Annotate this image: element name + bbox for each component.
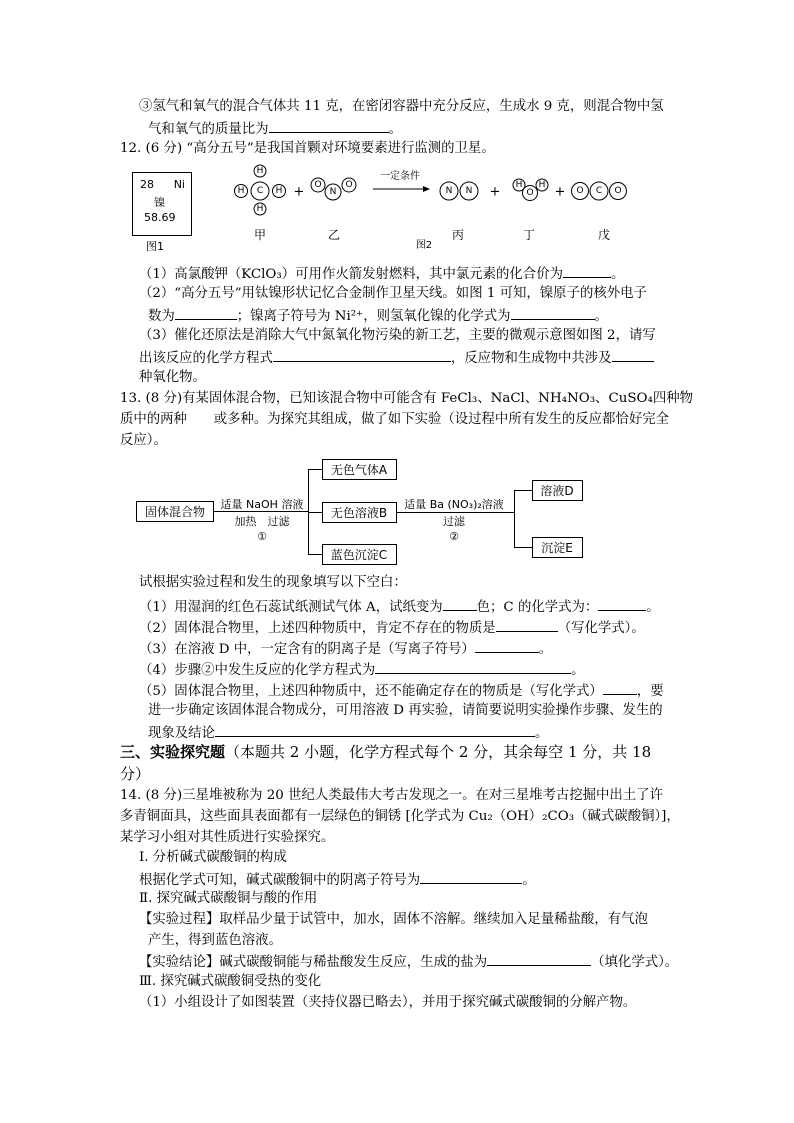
o-label: O [526, 188, 534, 198]
q13-part5-line1: （5）固体混合物里，上述四种物质中，还不能确定存在的物质是（写化学式） ，要 [139, 680, 664, 702]
reaction-condition: 一定条件 [380, 171, 420, 182]
label-bing: 丙 [451, 228, 465, 242]
h-label: H [256, 204, 264, 214]
q13-part5-line3: 现象及结论 。 [148, 722, 548, 744]
q13-stem-line2: 质中的两种 或多种。为探究其组成，做了如下实验（设过程中所有发生的反应都恰好完全 [120, 412, 670, 427]
fig1-caption: 图1 [146, 240, 164, 253]
h-label: H [237, 186, 245, 196]
q12-part2-line1: （2）“高分五号”用钛镍形状记忆合金制作卫星天线。如图 1 可知，镍原子的核外电子 [139, 286, 647, 301]
q14-stem-line3: 某学习小组对其性质进行实验探究。 [120, 830, 335, 845]
solid-mixture-label: 固体混合物 [144, 505, 206, 519]
q14-stem-line2: 多青铜面具，这些面具表面都有一层绿色的铜锈 [化学式为 Cu₂（OH）₂CO₃（碱式碳酸铜）]， [120, 809, 680, 824]
o-label: O [314, 180, 322, 190]
condition-1: 加热 过滤 [234, 515, 290, 528]
answer-blank[interactable] [443, 596, 477, 611]
h-label: H [538, 180, 546, 190]
element-name: 镍 [154, 196, 165, 209]
n-label: N [329, 187, 337, 197]
answer-blank[interactable] [269, 118, 389, 133]
answer-blank[interactable] [215, 722, 535, 737]
reagent-2: 适量 Ba (NO₃)₂溶液 [404, 498, 504, 511]
flow-diagram [136, 458, 596, 568]
c-label: C [595, 186, 603, 196]
q13-part2: （2）固体混合物里，上述四种物质中，肯定不存在的物质是 （写化学式）。 [139, 617, 645, 639]
q13-part1: （1）用湿润的红色石蕊试纸测试气体 A，试纸变为 色；C 的化学式为： 。 [139, 596, 660, 618]
answer-blank[interactable] [175, 305, 237, 320]
q14-section-1: Ⅰ. 分析碱式碳酸铜的构成 [139, 850, 287, 865]
o-label: O [576, 186, 584, 196]
element-symbol: Ni [173, 178, 185, 191]
q12-part3-line1: （3）催化还原法是消除大气中氮氧化物污染的新工艺，主要的微观示意图如图 2，请写 [139, 328, 656, 343]
answer-blank[interactable] [273, 347, 451, 362]
section-3-title: 三、实验探究题 [120, 743, 226, 761]
answer-blank[interactable] [603, 680, 637, 695]
reaction-diagram [228, 160, 638, 252]
q14-process-line1: 【实验过程】取样品少量于试管中，加水，固体不溶解。继续加入足量稀盐酸，有气泡 [139, 912, 648, 927]
answer-blank[interactable] [598, 596, 646, 611]
answer-blank[interactable] [420, 869, 522, 884]
precipitate-c-label: 蓝色沉淀C [330, 548, 388, 562]
atomic-number: 28 [140, 178, 154, 191]
answer-blank[interactable] [487, 951, 591, 966]
c-label: C [256, 186, 264, 196]
section-3-note-cont: 分） [120, 765, 151, 783]
q12-part2-line2: 数为 ；镍离子符号为 Ni²⁺，则氢氧化镍的化学式为 。 [148, 305, 608, 327]
q13-part5-line2: 进一步确定该固体混合物成分，可用溶液 D 再实验，请简要说明实验操作步骤、发生的 [148, 703, 663, 718]
q13-part4: （4）步骤②中发生反应的化学方程式为 。 [139, 659, 585, 681]
solution-b-label: 无色溶液B [330, 506, 388, 520]
q12-part3-line2: 出该反应的化学方程式 ，反应物和生成物中共涉及 [139, 347, 654, 369]
n-label: N [445, 186, 453, 196]
answer-blank[interactable] [375, 659, 571, 674]
q11-3-line1: ③氢气和氧气的混合气体共 11 克，在密闭容器中充分反应，生成水 9 克，则混合物中氢 [139, 99, 664, 114]
answer-blank[interactable] [612, 347, 654, 362]
q14-section-1-question: 根据化学式可知，碱式碳酸铜中的阴离子符号为 。 [139, 869, 536, 891]
q12-stem: 12. (6 分) “高分五号”是我国首颗对环境要素进行监测的卫星。 [120, 141, 495, 156]
q13-part3: （3）在溶液 D 中，一定含有的阴离子是（写离子符号） 。 [139, 638, 552, 660]
h-label: H [275, 186, 283, 196]
arrow-head [423, 186, 430, 192]
section-3-note: （本题共 2 小题，化学方程式每个 2 分，其余每空 1 分，共 18 [225, 743, 652, 761]
answer-blank[interactable] [496, 617, 558, 632]
answer-blank[interactable] [475, 638, 539, 653]
o-label: O [614, 186, 622, 196]
q12-part1: （1）高氯酸钾（KClO₃）可用作火箭发射燃料，其中氯元素的化合价为 。 [139, 263, 624, 285]
element-box-nickel [132, 172, 192, 236]
section-3-heading [120, 742, 651, 762]
q14-section-3-question: （1）小组设计了如图装置（夹持仪器已略去），并用于探究碱式碳酸铜的分解产物。 [139, 995, 637, 1010]
gas-a-label: 无色气体A [330, 463, 388, 477]
condition-2: 过滤 [443, 515, 465, 528]
q13-stem-line1: 13. (8 分)有某固体混合物，已知该混合物中可能含有 FeCl₃、NaCl、NH₄NO₃、CuSO₄四种物 [120, 391, 694, 406]
q14-process-line2: 产生，得到蓝色溶液。 [148, 933, 282, 948]
q13-intro: 试根据实验过程和发生的现象填写以下空白： [139, 575, 407, 590]
q14-stem-line1: 14. (8 分)三星堆被称为 20 世纪人类最伟大考古发现之一。在对三星堆考古挖掘中出土了许 [120, 788, 663, 803]
plus-sign: + [293, 184, 305, 200]
label-wu: 戊 [597, 228, 611, 242]
answer-blank[interactable] [563, 263, 611, 278]
n-label: N [465, 186, 473, 196]
o-label: O [345, 180, 353, 190]
label-jia: 甲 [253, 228, 267, 242]
answer-blank[interactable] [511, 305, 595, 320]
plus-sign: + [554, 184, 566, 200]
q14-section-2: Ⅱ. 探究碱式碳酸铜与酸的作用 [139, 891, 318, 906]
step-1-marker: ① [257, 530, 267, 543]
plus-sign: + [489, 184, 501, 200]
q13-stem-line3: 反应）。 [120, 433, 167, 448]
h-label: H [515, 180, 523, 190]
q14-conclusion: 【实验结论】碱式碳酸铜能与稀盐酸发生反应，生成的盐为 （填化学式）。 [139, 951, 678, 973]
precipitate-e-label: 沉淀E [541, 541, 573, 555]
q12-part3-line3: 种氧化物。 [139, 370, 206, 385]
fig2-caption: 图2 [415, 240, 433, 251]
atomic-mass: 58.69 [144, 211, 176, 224]
label-ding: 丁 [522, 228, 536, 242]
reagent-1: 适量 NaOH 溶液 [220, 498, 304, 511]
step-2-marker: ② [449, 530, 459, 543]
q11-3-line2: 气和氧气的质量比为 。 [148, 118, 402, 140]
q14-section-3: Ⅲ. 探究碱式碳酸铜受热的变化 [139, 974, 322, 989]
label-yi: 乙 [327, 228, 341, 242]
solution-d-label: 溶液D [540, 484, 574, 498]
h-label: H [256, 166, 264, 176]
